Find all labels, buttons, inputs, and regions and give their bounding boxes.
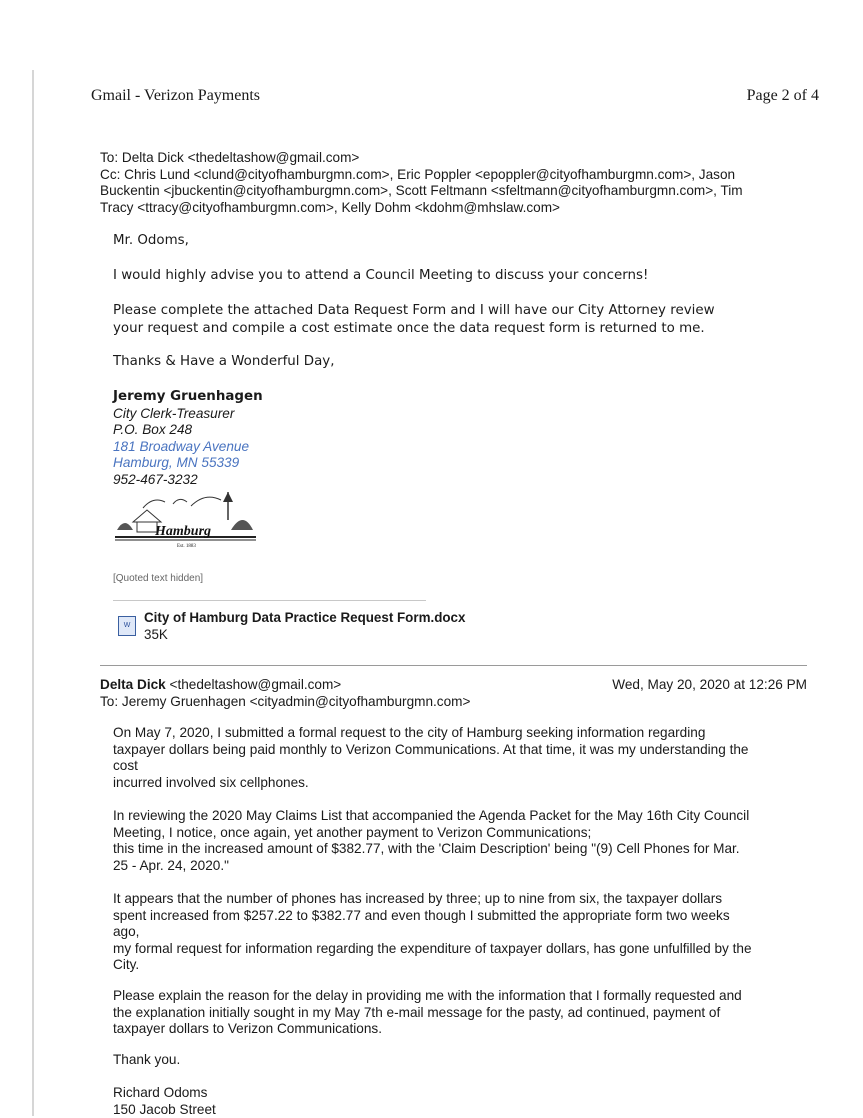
para-line: my formal request for information regarding the expenditure of taxpayer dollars, has gone unfulfilled by the <box>113 940 752 956</box>
hamburg-logo <box>113 490 258 550</box>
sender-signature-name: Richard Odoms <box>113 1085 208 1100</box>
logo-text: Hamburg <box>155 524 212 539</box>
cc-line-1: Cc: Chris Lund <clund@cityofhamburgmn.com>, Eric Poppler <epoppler@cityofhamburgmn.com>, Jason <box>100 166 736 182</box>
para-line: City. <box>113 957 140 973</box>
message1-para2-line: Please complete the attached Data Request Form and I will have our City Attorney review <box>113 303 715 318</box>
para-line: In reviewing the 2020 May Claims List that accompanied the Agenda Packet for the May 16th City Council <box>113 808 750 823</box>
quoted-text-toggle[interactable]: [Quoted text hidden] <box>113 573 204 584</box>
message2-signature <box>113 1085 813 1118</box>
sender-email: <thedeltashow@gmail.com> <box>165 677 342 692</box>
word-doc-icon: W <box>118 616 136 636</box>
message2-para4 <box>113 988 813 1038</box>
signature-phone: 952-467-3232 <box>113 471 198 487</box>
to-line: To: Delta Dick <thedeltashow@gmail.com> <box>100 150 360 165</box>
page-title: Gmail - Verizon Payments <box>91 87 261 104</box>
closing: Thanks & Have a Wonderful Day, <box>113 354 335 369</box>
sender-name: Delta Dick <box>100 677 166 692</box>
para-line: this time in the increased amount of $382.77, with the 'Claim Description' being "(9) Cell Phones for Mar. <box>113 841 740 857</box>
message2-thanks: Thank you. <box>113 1052 181 1067</box>
message2-date: Wed, May 20, 2020 at 12:26 PM <box>612 677 807 692</box>
para-line: taxpayer dollars to Verizon Communications. <box>113 1021 382 1037</box>
message1-para2-line: your request and compile a cost estimate once the data request form is returned to me. <box>113 320 705 336</box>
para-line: spent increased from $257.22 to $382.77 and even though I submitted the appropriate form two weeks <box>113 907 730 923</box>
message-divider <box>100 665 807 666</box>
para-line: cost <box>113 758 138 774</box>
greeting: Mr. Odoms, <box>113 233 189 248</box>
attachment-name[interactable]: City of Hamburg Data Practice Request Form.docx <box>144 610 466 625</box>
message2-para2 <box>113 808 813 874</box>
para-line: Please explain the reason for the delay in providing me with the information that I formally requested and <box>113 988 742 1003</box>
address-link-1[interactable]: 181 Broadway Avenue <box>113 438 250 454</box>
cc-line-2: Buckentin <jbuckentin@cityofhamburgmn.com>, Scott Feltmann <sfeltmann@cityofhamburgmn.com>, Tim <box>100 183 743 198</box>
signature-block <box>113 389 263 489</box>
page-number: Page 2 of 4 <box>746 87 819 104</box>
message2-to: To: Jeremy Gruenhagen <cityadmin@cityofhamburgmn.com> <box>100 694 471 709</box>
scan-edge <box>32 70 34 1116</box>
sender-line <box>100 676 470 693</box>
signature-title: City Clerk-Treasurer <box>113 405 235 421</box>
para-line: It appears that the number of phones has increased by three; up to nine from six, the taxpayer dollars <box>113 891 723 906</box>
divider <box>113 600 426 601</box>
para-line: On May 7, 2020, I submitted a formal request to the city of Hamburg seeking information regarding <box>113 725 706 740</box>
signature-name: Jeremy Gruenhagen <box>113 389 263 404</box>
message2-header <box>100 676 470 710</box>
message1-para1: I would highly advise you to attend a Council Meeting to discuss your concerns! <box>113 268 649 283</box>
para-line: 25 - Apr. 24, 2020." <box>113 857 229 873</box>
attachment-size: 35K <box>144 627 168 642</box>
message2-para3 <box>113 891 813 974</box>
para-line: Meeting, I notice, once again, yet another payment to Verizon Communications; <box>113 824 592 840</box>
signature-po-box: P.O. Box 248 <box>113 422 193 438</box>
message1-para2 <box>113 302 813 337</box>
cc-line-3: Tracy <ttracy@cityofhamburgmn.com>, Kelly Dohm <kdohm@mhslaw.com> <box>100 199 560 215</box>
para-line: taxpayer dollars being paid monthly to Verizon Communications. At that time, it was my understanding the <box>113 741 749 757</box>
message2-para1 <box>113 725 813 791</box>
para-line: the explanation initially sought in my May 7th e-mail message for the pasty, ad continued, payment of <box>113 1004 721 1020</box>
sender-signature-street: 150 Jacob Street <box>113 1101 216 1117</box>
address-link-2[interactable]: Hamburg, MN 55339 <box>113 455 240 471</box>
para-line: incurred involved six cellphones. <box>113 774 309 790</box>
logo-est: Est. 1883 <box>177 544 196 549</box>
para-line: ago, <box>113 924 140 940</box>
recipients <box>100 150 820 216</box>
